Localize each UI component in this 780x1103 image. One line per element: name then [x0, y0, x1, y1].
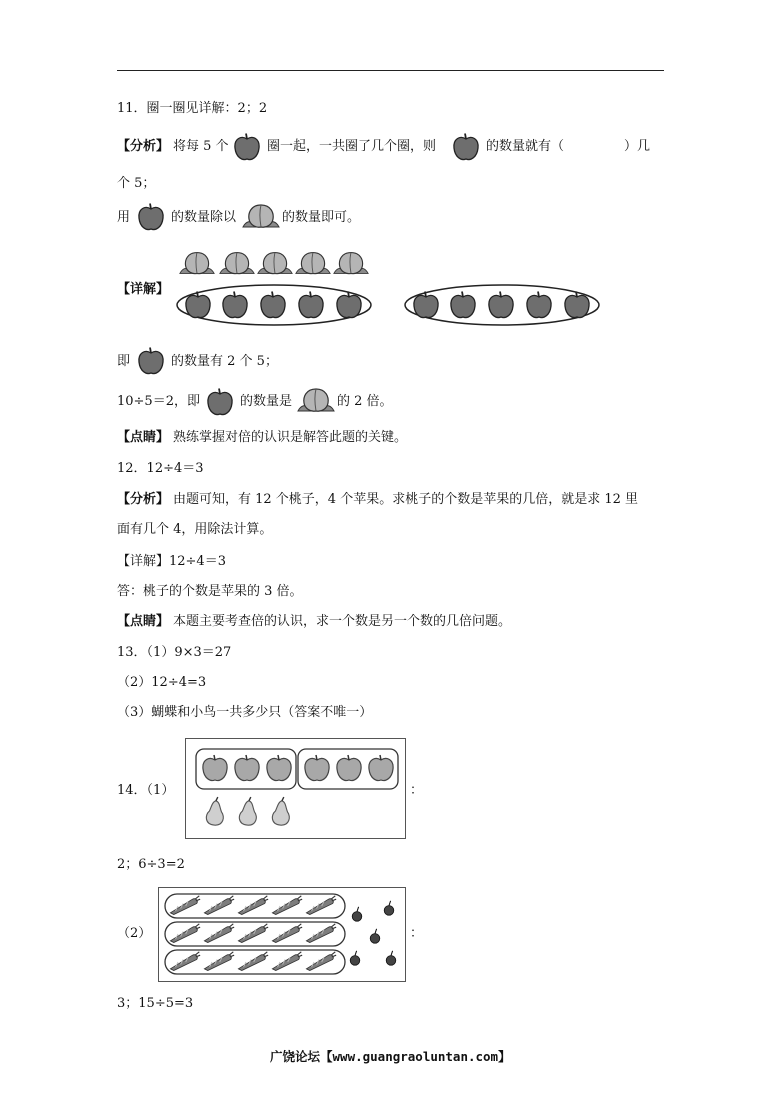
header-rule [117, 70, 664, 71]
peach-icon [296, 384, 336, 416]
apple-icon [205, 386, 235, 418]
q12-analysis-2: 面有几个 4，用除法计算。 [117, 522, 273, 537]
q13-part2: （2）12÷4=3 [117, 675, 207, 690]
q11-ji-a: 即 [117, 354, 131, 369]
q11-use-b: 的数量除以 [171, 210, 237, 225]
q12-detail: 【详解】12÷4＝3 [117, 554, 226, 569]
q13-part3: （3）蝴蝶和小鸟一共多少只（答案不唯一） [117, 705, 373, 720]
q14-label-1: 14．（1） [117, 783, 175, 798]
q12-title: 12．12÷4＝3 [117, 461, 204, 476]
q14-colon-2: ： [410, 926, 424, 941]
q12-analysis-1: 由题可知，有 12 个桃子，4 个苹果。求桃子的个数是苹果的几倍，就是求 12 里 [173, 492, 639, 507]
q11-analysis-tag: 【分析】 [117, 139, 170, 154]
q11-title: 11．圈一圈见详解：2；2 [117, 101, 268, 116]
q11-ji-b: 的数量有 2 个 5； [171, 354, 278, 369]
apples-pears-figure [186, 739, 405, 838]
q11-use-a: 用 [117, 210, 131, 225]
q14-answer-2: 3；15÷5=3 [117, 996, 194, 1011]
apple-icon [136, 201, 166, 233]
carrots-cherries-figure [159, 888, 405, 981]
footer [270, 1049, 511, 1065]
q14-figure-2 [158, 887, 406, 982]
q11-calc-b: 的数量是 [240, 394, 293, 409]
apple-icon [232, 131, 262, 163]
q11-detail-tag: 【详解】 [117, 282, 170, 297]
footer-url[interactable]: 【www.guangraoluntan.com】 [320, 1049, 511, 1064]
footer-brand: 广饶论坛 [270, 1049, 321, 1064]
q11-point-tag: 【点睛】 [117, 430, 170, 445]
q14-colon-1: ： [410, 783, 424, 798]
q12-point: 本题主要考查倍的认识，求一个数是另一个数的几倍问题。 [173, 614, 512, 629]
q14-answer-1: 2；6÷3=2 [117, 857, 185, 872]
q12-answer: 答：桃子的个数是苹果的 3 倍。 [117, 584, 303, 599]
q11-analysis-text-c: 的数量就有（ [486, 139, 565, 154]
q11-calc-c: 的 2 倍。 [337, 394, 393, 409]
apple-icon [136, 345, 166, 377]
apple-group-circled-1 [174, 282, 374, 328]
q11-analysis-text-d: ）几 [624, 139, 651, 154]
q14-label-2: （2） [117, 926, 152, 941]
apple-icon [451, 131, 481, 163]
q11-point: 熟练掌握对倍的认识是解答此题的关键。 [173, 430, 408, 445]
apple-group-circled-2 [402, 282, 602, 328]
q11-calc-a: 10÷5＝2，即 [117, 394, 200, 409]
q14-figure-1 [185, 738, 406, 839]
q11-analysis-text-a: 将每 5 个 [173, 139, 229, 154]
q12-analysis-tag: 【分析】 [117, 492, 170, 507]
q11-use-c: 的数量即可。 [282, 210, 361, 225]
q11-analysis-text-e: 个 5； [117, 176, 156, 191]
q12-point-tag: 【点睛】 [117, 614, 170, 629]
q11-analysis-text-b: 圈一起，一共圈了几个圈，则 [267, 139, 437, 154]
peach-row [176, 246, 376, 280]
peach-icon [241, 200, 281, 232]
q13-title: 13．（1）9×3＝27 [117, 645, 232, 660]
